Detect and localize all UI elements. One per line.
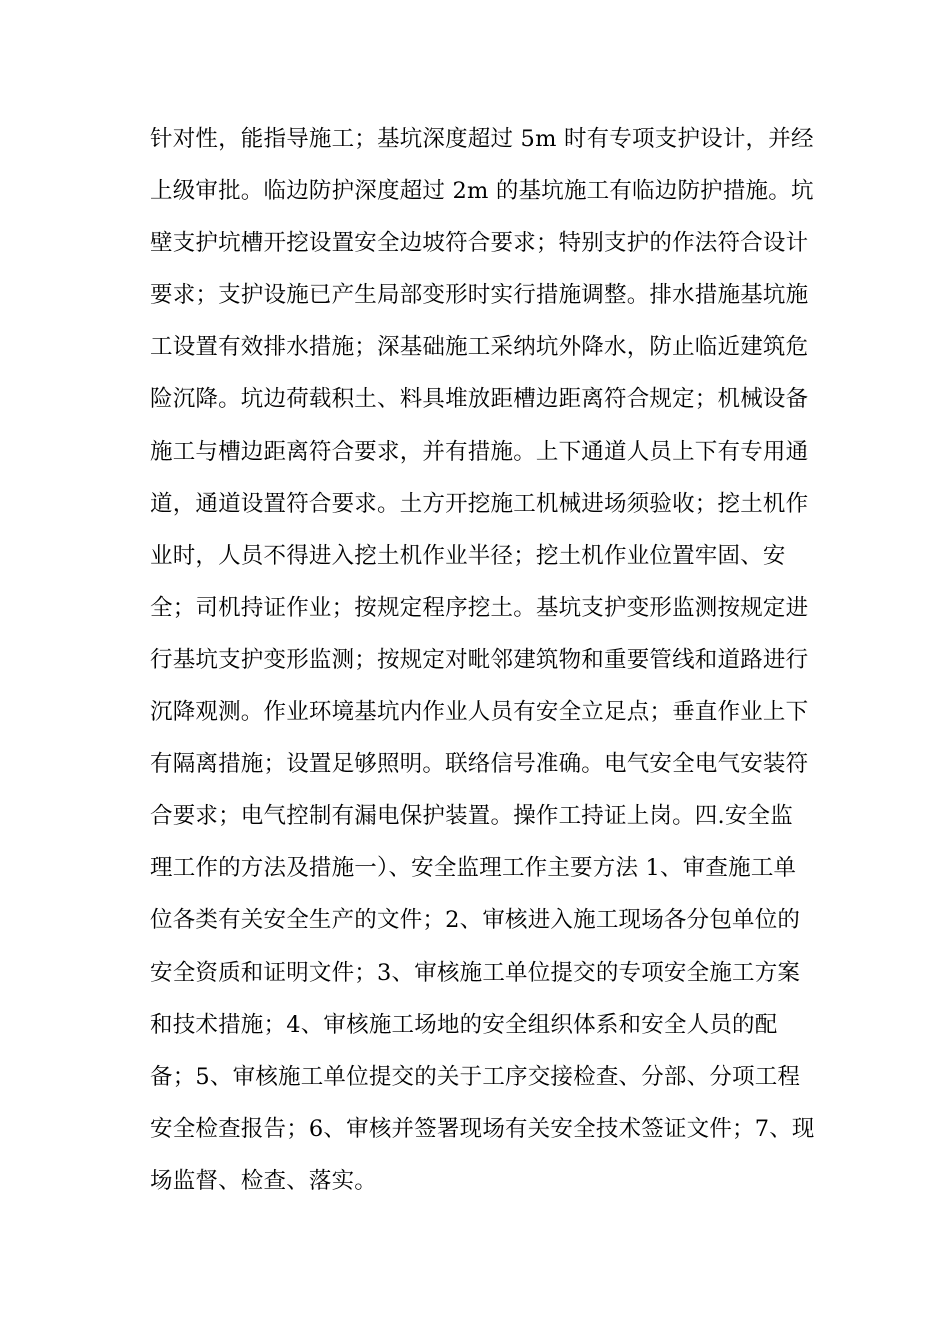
text-line-6: 险沉降。坑边荷载积土、料具堆放距槽边距离符合规定；机械设备 (150, 386, 809, 413)
text-line-18: 和技术措施；4、审核施工场地的安全组织体系和安全人员的配 (150, 1011, 778, 1038)
text-line-17: 安全资质和证明文件；3、审核施工单位提交的专项安全施工方案 (150, 959, 801, 986)
text-line-13: 有隔离措施；设置足够照明。联络信号准确。电气安全电气安装符 (150, 751, 809, 778)
text-line-20: 安全检查报告；6、审核并签署现场有关安全技术签证文件；7、现 (150, 1115, 815, 1142)
text-line-12: 沉降观测。作业环境基坑内作业人员有安全立足点；垂直作业上下 (150, 699, 809, 726)
text-line-9: 业时，人员不得进入挖土机作业半径；挖土机作业位置牢固、安 (150, 542, 786, 569)
text-line-7: 施工与槽边距离符合要求，并有措施。上下通道人员上下有专用通 (150, 438, 809, 465)
text-line-15: 理工作的方法及措施一）、安全监理工作主要方法 1、审查施工单 (150, 855, 797, 882)
text-line-3: 壁支护坑槽开挖设置安全边坡符合要求；特别支护的作法符合设计 (150, 230, 809, 257)
text-line-14: 合要求；电气控制有漏电保护装置。操作工持证上岗。四.安全监 (150, 803, 793, 830)
text-line-21: 场监督、检查、落实。 (150, 1167, 378, 1194)
text-line-4: 要求；支护设施已产生局部变形时实行措施调整。排水措施基坑施 (150, 282, 809, 309)
text-line-19: 备；5、审核施工单位提交的关于工序交接检查、分部、分项工程 (150, 1063, 801, 1090)
text-line-10: 全；司机持证作业；按规定程序挖土。基坑支护变形监测按规定进 (150, 594, 809, 621)
text-line-2: 上级审批。临边防护深度超过 2m 的基坑施工有临边防护措施。坑 (150, 178, 814, 205)
body-paragraph (150, 113, 815, 1207)
text-line-11: 行基坑支护变形监测；按规定对毗邻建筑物和重要管线和道路进行 (150, 646, 809, 673)
text-line-16: 位各类有关安全生产的文件；2、审核进入施工现场各分包单位的 (150, 907, 801, 934)
text-line-5: 工设置有效排水措施；深基础施工采纳坑外降水，防止临近建筑危 (150, 334, 809, 361)
text-line-8: 道，通道设置符合要求。土方开挖施工机械进场须验收；挖土机作 (150, 490, 809, 517)
text-line-1: 针对性，能指导施工；基坑深度超过 5m 时有专项支护设计，并经 (150, 126, 814, 152)
